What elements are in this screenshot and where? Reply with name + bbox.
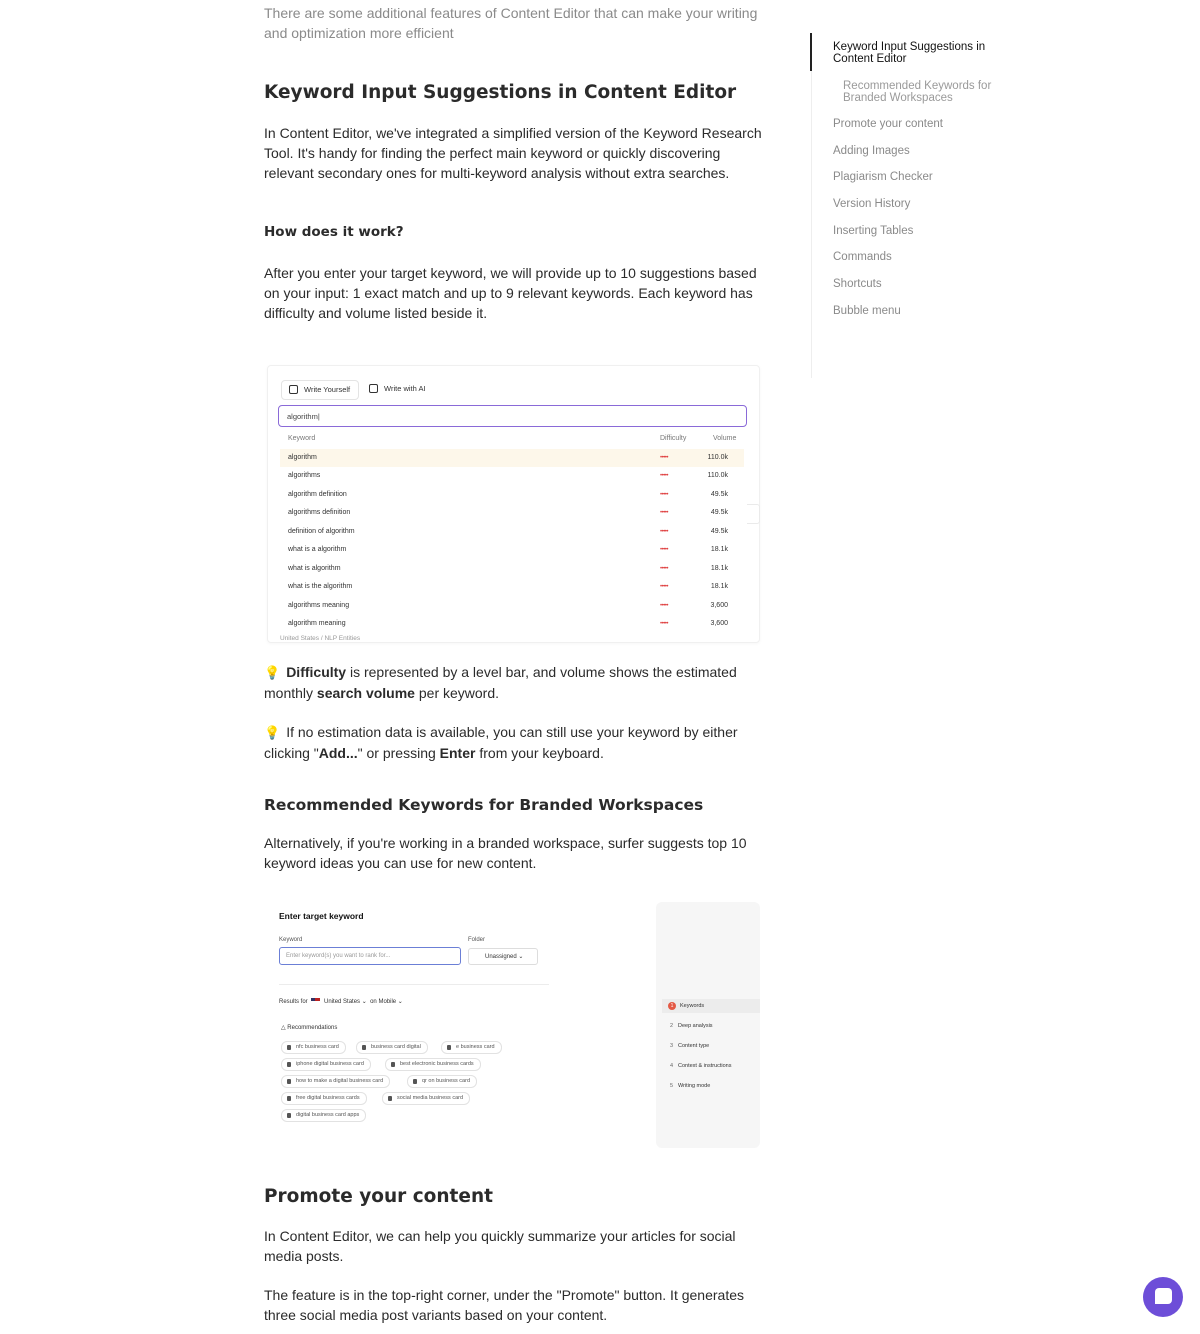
toc-item-bubble-menu[interactable]: Bubble menu	[833, 305, 901, 317]
toc-track	[811, 33, 812, 378]
enter-keyword-title: Enter target keyword	[279, 911, 364, 921]
paragraph: After you enter your target keyword, we will provide up to 10 suggestions based on your input: 1 exact match and up to 9 relevant keywords. Each keyword has difficulty and volume listed beside it.	[264, 265, 757, 321]
lightbulb-icon: 💡	[264, 665, 281, 680]
folder-select: Unassigned ⌄	[468, 948, 538, 965]
section-title-keyword-suggestions: Keyword Input Suggestions in Content Editor	[264, 82, 737, 103]
chat-launcher-button[interactable]	[1143, 1277, 1183, 1317]
step-keywords: 1 Keywords	[662, 999, 760, 1013]
suggestion-row: algorithms meaning ••••• 3,600	[288, 602, 728, 609]
toc-item-keyword-suggestions[interactable]: Keyword Input Suggestions in Content Editor	[833, 41, 986, 65]
section-title-branded-workspaces: Recommended Keywords for Branded Workspaces	[264, 796, 704, 814]
results-for: Results for United States ⌄ on Mobile ⌄	[279, 999, 403, 1005]
folder-label: Folder	[468, 937, 486, 943]
intro-text: There are some additional features of Content Editor that can make your writing and optimization more efficient	[264, 5, 758, 41]
keyword-input: algorithm|	[278, 405, 747, 427]
step-deep-analysis: 2 Deep analysis	[670, 1023, 713, 1029]
recommendation-chip: nfc business card	[281, 1041, 346, 1054]
toc-item-promote[interactable]: Promote your content	[833, 118, 943, 130]
suggestion-row: algorithms definition ••••• 49.5k	[288, 509, 728, 516]
steps-panel	[656, 902, 760, 1148]
write-with-ai-button: Write with AI	[362, 380, 434, 398]
toc-item-recommended-keywords[interactable]: Recommended Keywords for Branded Workspaces	[843, 80, 992, 104]
recommendation-chip: digital business card apps	[281, 1109, 366, 1122]
toc-item-plagiarism[interactable]: Plagiarism Checker	[833, 171, 933, 183]
suggestion-row: algorithm meaning ••••• 3,600	[288, 620, 728, 627]
col-volume: Volume	[713, 435, 737, 442]
ai-edit-icon	[369, 384, 378, 393]
suggestion-row: definition of algorithm ••••• 49.5k	[288, 528, 728, 535]
toc-item-version-history[interactable]: Version History	[833, 198, 911, 210]
suggestion-row: what is algorithm ••••• 18.1k	[288, 565, 728, 572]
suggestion-row: algorithm ••••• 110.0k	[280, 449, 744, 467]
toc-active-indicator	[810, 33, 812, 71]
suggestion-row: what is the algorithm ••••• 18.1k	[288, 583, 728, 590]
step-writing-mode: 5 Writing mode	[670, 1083, 711, 1089]
col-difficulty: Difficulty	[660, 435, 687, 442]
edit-icon	[289, 385, 298, 394]
screenshot-footer: United States / NLP Entities	[280, 635, 361, 642]
paragraph: In Content Editor, we can help you quickly summarize your articles for social media posts.	[264, 1228, 736, 1264]
recommendation-chip: qr on business card	[407, 1075, 477, 1088]
toc-item-commands[interactable]: Commands	[833, 251, 892, 263]
toc-item-adding-images[interactable]: Adding Images	[833, 145, 910, 157]
step-content-type: 3 Content type	[670, 1043, 710, 1049]
keyword-label: Keyword	[279, 937, 303, 943]
background-card-edge	[747, 504, 760, 524]
col-keyword: Keyword	[288, 435, 316, 442]
suggestion-row: algorithms ••••• 110.0k	[288, 472, 728, 479]
recommendation-chip: social media business card	[382, 1092, 470, 1105]
keyword-suggestions-screenshot	[267, 365, 760, 643]
paragraph: Alternatively, if you're working in a branded workspace, surfer suggests top 10 keyword ideas you can use for new content.	[264, 835, 747, 871]
subheading-how-it-works: How does it work?	[264, 224, 404, 240]
step-context: 4 Context & instructions	[670, 1063, 732, 1069]
lightbulb-icon: 💡	[264, 725, 281, 740]
us-flag-icon	[311, 998, 320, 1004]
tip-no-estimation: 💡 If no estimation data is available, you can still use your keyword by either clicking "Add..." or pressing Enter from your keyboard.	[264, 724, 738, 761]
divider	[279, 984, 549, 985]
section-title-promote: Promote your content	[264, 1186, 493, 1207]
recommendation-chip: iphone digital business card	[281, 1058, 371, 1071]
recommendation-chip: e business card	[441, 1041, 502, 1054]
keyword-field: Enter keyword(s) you want to rank for...	[279, 947, 461, 965]
branded-keywords-screenshot	[264, 900, 764, 1150]
paragraph: In Content Editor, we've integrated a simplified version of the Keyword Research Tool. It's handy for finding the perfect main keyword or quickly discovering relevant secondary ones for multi-keyword analysis without extra searches.	[264, 125, 762, 181]
flame-icon: △	[281, 1025, 286, 1031]
toc-item-shortcuts[interactable]: Shortcuts	[833, 278, 882, 290]
tip-difficulty: 💡 Difficulty is represented by a level bar, and volume shows the estimated monthly search volume per keyword.	[264, 664, 737, 701]
write-yourself-button: Write Yourself	[281, 380, 359, 400]
suggestion-row: algorithm definition ••••• 49.5k	[288, 491, 728, 498]
suggestion-row: what is a algorithm ••••• 18.1k	[288, 546, 728, 553]
recommendation-chip: business card digital	[356, 1041, 428, 1054]
recommendation-chip: how to make a digital business card	[281, 1075, 390, 1088]
recommendations-label: △ Recommendations	[281, 1025, 338, 1031]
paragraph: The feature is in the top-right corner, under the "Promote" button. It generates three social media post variants based on your content.	[264, 1287, 744, 1323]
recommendation-chip: free digital business cards	[281, 1092, 367, 1105]
recommendation-chip: best electronic business cards	[385, 1058, 481, 1071]
chat-bubble-icon	[1155, 1288, 1172, 1304]
toc-item-tables[interactable]: Inserting Tables	[833, 225, 914, 237]
